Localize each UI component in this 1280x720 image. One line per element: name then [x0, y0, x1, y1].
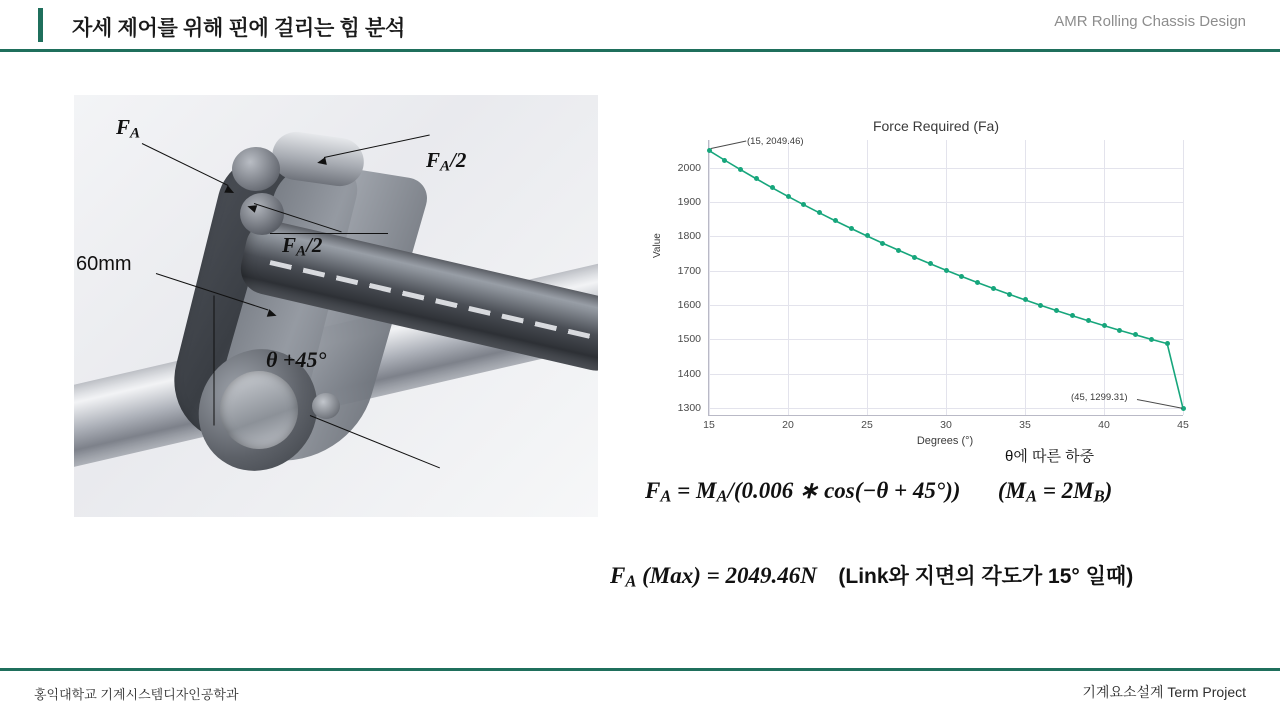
chart-y-tick-label: 1900 — [677, 195, 701, 208]
dimension-extension-line — [214, 296, 215, 426]
figure-label-angle: θ +45° — [266, 347, 327, 372]
footer-divider — [0, 668, 1280, 671]
chart-y-tick-label: 1300 — [677, 402, 701, 415]
chart-plot-area — [677, 135, 1189, 431]
force-required-chart — [652, 108, 1212, 448]
small-boss-graphic — [312, 393, 340, 419]
chart-caption: θ에 따른 하중 — [1005, 448, 1095, 465]
chart-x-tick-label: 20 — [782, 419, 794, 431]
chart-x-tick-label: 25 — [861, 419, 873, 431]
chart-y-tick-label: 1400 — [677, 367, 701, 380]
chart-y-tick-label: 2000 — [677, 161, 701, 174]
slide-header — [0, 0, 1280, 50]
chart-y-tick-label: 1500 — [677, 333, 701, 346]
chart-y-axis-label: Value — [652, 233, 663, 258]
chart-x-axis-label: Degrees (°) — [916, 435, 974, 447]
chart-data-point — [1165, 341, 1170, 346]
figure-label-fa-half-top: $F_A/2$ — [426, 148, 467, 175]
chart-data-point — [928, 261, 933, 266]
cad-render-figure — [74, 95, 598, 517]
chart-x-tick-label: 45 — [1177, 419, 1189, 431]
chart-data-point — [786, 194, 791, 199]
chart-x-tick-label: 35 — [1019, 419, 1031, 431]
chart-data-point — [849, 226, 854, 231]
header-accent-bar — [38, 8, 43, 42]
chart-x-tick-label: 30 — [940, 419, 952, 431]
chart-data-point — [944, 268, 949, 273]
footer-left-text: 홍익대학교 기계시스템디자인공학과 — [34, 687, 239, 702]
chart-data-point — [1149, 337, 1154, 342]
header-divider — [0, 49, 1280, 52]
chart-data-point — [1023, 297, 1028, 302]
chart-series-line — [709, 140, 1183, 415]
chart-x-tick-label: 40 — [1098, 419, 1110, 431]
chart-annotation: (45, 1299.31) — [1071, 392, 1128, 404]
chart-data-point — [991, 286, 996, 291]
header-subtitle: AMR Rolling Chassis Design — [1054, 13, 1246, 30]
chart-data-point — [770, 185, 775, 190]
figure-label-fa: $F_A$ — [116, 115, 141, 142]
pin-boss-upper-graphic — [232, 147, 280, 191]
chart-data-point — [912, 255, 917, 260]
page-title: 자세 제어를 위해 핀에 걸리는 힘 분석 — [72, 17, 405, 40]
chart-data-point — [1007, 292, 1012, 297]
chart-y-tick-label: 1800 — [677, 230, 701, 243]
footer-right-text: 기계요소설계 Term Project — [1082, 684, 1246, 700]
pin-boss-lower-graphic — [240, 193, 284, 235]
chart-gridline-vertical — [1183, 140, 1184, 415]
figure-label-fa-half-mid: $F_A/2$ — [282, 233, 323, 260]
chart-data-point — [1102, 323, 1107, 328]
equation-max-force: $F_A$ (Max) = 2049.46N (Link와 지면의 각도가 15° 일때) — [610, 563, 1134, 591]
equation-force-formula: $F_A = M_A/(0.006$ ∗ cos(−θ + 45°)) $(M_A = 2M_B)$ — [645, 478, 1113, 506]
chart-title: Force Required (Fa) — [872, 118, 1000, 134]
chart-y-tick-label: 1700 — [677, 264, 701, 277]
chart-y-tick-label: 1600 — [677, 299, 701, 311]
figure-label-dimension: 60mm — [76, 253, 132, 275]
chart-x-tick-label: 15 — [703, 419, 715, 431]
chart-annotation: (15, 2049.46) — [747, 135, 804, 147]
leader-line-fa — [142, 143, 229, 186]
chart-data-point — [896, 248, 901, 253]
chart-data-point — [1086, 318, 1091, 323]
hub-ring-inner-graphic — [220, 371, 298, 449]
